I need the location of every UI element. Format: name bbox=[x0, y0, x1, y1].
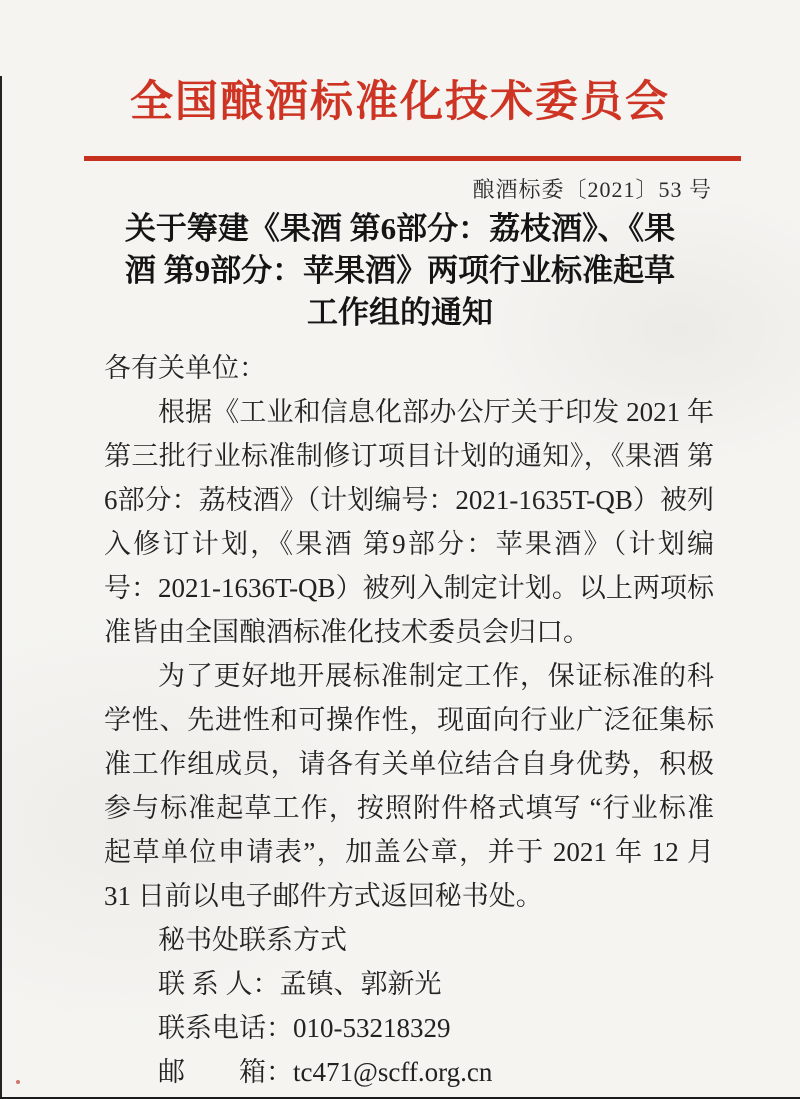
organization-title: 全国酿酒标准化技术委员会 bbox=[130, 79, 670, 126]
notice-body bbox=[104, 346, 714, 1094]
contact-phone-label: 联系电话： bbox=[158, 1013, 293, 1043]
notice-title-line-1: 关于筹建《果酒 第6部分：荔枝酒》、《果 bbox=[124, 211, 676, 246]
paragraph-standards-plan: 根据《工业和信息化部办公厅关于印发 2021 年第三批行业标准制修订项目计划的通知》，《果酒 第6部分：荔枝酒》（计划编号：2021-1635T-QB）被列入修订计划，《果酒 第9部分：苹果酒》（计划编号：2021-1636T-QB）被列入制定计划。以上两项标准皆由全国酿酒标准化技术委员会归口。 bbox=[104, 397, 714, 647]
salutation: 各有关单位： bbox=[104, 353, 266, 383]
contact-line-email bbox=[104, 1050, 714, 1094]
contact-line-person bbox=[104, 962, 714, 1006]
scan-edge-left bbox=[0, 76, 2, 1099]
contact-phone-value: 010-53218329 bbox=[293, 1013, 451, 1043]
contact-email-value: tc471@scff.org.cn bbox=[293, 1057, 493, 1087]
paragraph-recruitment: 为了更好地开展标准制定工作，保证标准的科学性、先进性和可操作性，现面向行业广泛征集标准工作组成员，请各有关单位结合自身优势，积极参与标准起草工作，按照附件格式填写 “行业标准起草单位申请表”，加盖公章，并于 2021 年 12 月 31 日前以电子邮件方式返回秘书处。 bbox=[104, 661, 714, 911]
contact-person-value: 孟镇、郭新光 bbox=[279, 969, 442, 999]
notice-title-line-2: 酒 第9部分：苹果酒》两项行业标准起草 bbox=[124, 253, 676, 288]
contact-line-phone bbox=[104, 1006, 714, 1050]
document-number: 酿酒标委〔2021〕53 号 bbox=[472, 177, 712, 202]
notice-title-line-3: 工作组的通知 bbox=[307, 295, 493, 330]
red-divider-rule bbox=[84, 156, 741, 161]
contact-person-label: 联 系 人： bbox=[158, 969, 280, 999]
contact-block bbox=[104, 918, 714, 1094]
contact-heading: 秘书处联系方式 bbox=[158, 925, 347, 955]
notice-title bbox=[0, 208, 800, 334]
contact-email-label: 邮 箱： bbox=[158, 1057, 293, 1087]
scan-speck bbox=[16, 1080, 20, 1084]
